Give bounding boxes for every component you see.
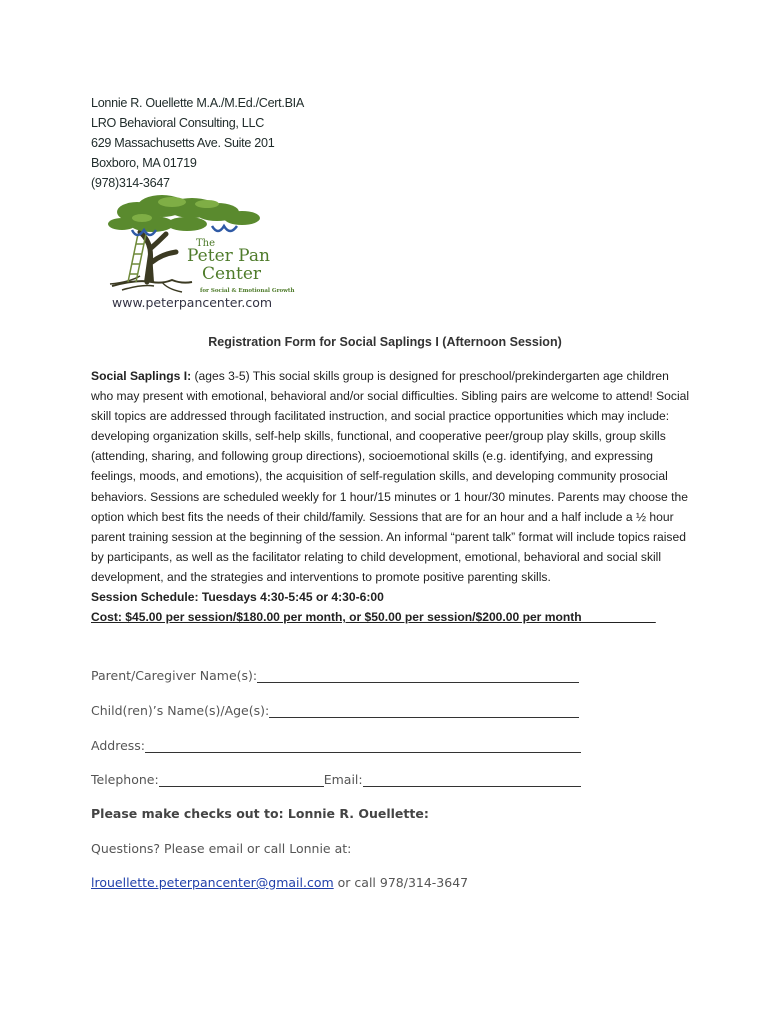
parent-name-row: [91, 668, 579, 683]
questions-note: Questions? Please email or call Lonnie at:: [91, 841, 352, 856]
description-paragraph: [91, 366, 691, 587]
call-text: or call 978/314-3647: [333, 875, 469, 890]
contact-line: [91, 875, 468, 890]
logo-center-text: Center: [202, 264, 262, 284]
program-description: [91, 366, 691, 627]
checks-payable-note: Please make checks out to: Lonnie R. Ouellette:: [91, 806, 429, 821]
child-name-label: Child(ren)’s Name(s)/Age(s):: [91, 703, 270, 718]
company-name: LRO Behavioral Consulting, LLC: [91, 116, 265, 130]
logo-tagline: for Social & Emotional Growth: [200, 288, 295, 294]
session-cost: Cost: $45.00 per session/$180.00 per month, or $50.00 per session/$200.00 per month___________: [91, 610, 656, 625]
phone-number: (978)314-3647: [91, 176, 170, 190]
street-address: 629 Massachusetts Ave. Suite 201: [91, 136, 275, 150]
email-link[interactable]: lrouellette.peterpancenter@gmail.com: [91, 875, 334, 890]
child-name-row: [91, 703, 579, 718]
child-name-field[interactable]: [269, 703, 579, 718]
program-name: Social Saplings I:: [91, 369, 192, 383]
parent-name-field[interactable]: [257, 668, 579, 683]
session-schedule: Session Schedule: Tuesdays 4:30-5:45 or 4:30-6:00: [91, 590, 384, 605]
logo-the-text: The: [196, 238, 216, 249]
description-text: (ages 3-5) This social skills group is designed for preschool/prekindergarten age children who may present with emotional, behavioral and/or social difficulties. Sibling pairs are welcome to attend! Social skill topics are addressed through facilitated instruction, and social practice opportunities which may include: developing organization skills, self-help skills, functional, and cooperative peer/group play skills, group skills (attending, sharing, and following group directions), socioemotional skills (e.g. identifying, and expressing feelings, moods, and emotions), the acquisition of self-regulation skills, and developing community prosocial behaviors. Sessions are scheduled weekly for 1 hour/15 minutes or 1 hour/30 minutes. Parents may choose the option which best fits the needs of their child/family. Sessions that are for an hour and a half include a ½ hour parent training session at the beginning of the session. An informal “parent talk” format will include topics raised by participants, as well as the facilitator relating to child development, emotional, behavioral and social skill development, and the strategies and interventions to promote positive parenting skills.: [91, 369, 690, 584]
city-state-zip: Boxboro, MA 01719: [91, 156, 197, 170]
telephone-label: Telephone:: [91, 772, 159, 787]
form-title: Registration Form for Social Saplings I (Afternoon Session): [208, 335, 562, 349]
address-label: Address:: [91, 738, 145, 753]
provider-name: Lonnie R. Ouellette M.A./M.Ed./Cert.BIA: [91, 96, 304, 110]
contact-header: [91, 93, 304, 193]
telephone-field[interactable]: [159, 772, 324, 787]
email-label: Email:: [323, 772, 363, 787]
logo-peter-pan-text: Peter Pan: [187, 246, 270, 266]
address-field[interactable]: [145, 738, 581, 753]
email-field[interactable]: [363, 772, 581, 787]
contact-row: [91, 772, 581, 787]
website-url: www.peterpancenter.com: [112, 295, 273, 310]
address-row: [91, 738, 581, 753]
parent-name-label: Parent/Caregiver Name(s):: [91, 668, 258, 683]
